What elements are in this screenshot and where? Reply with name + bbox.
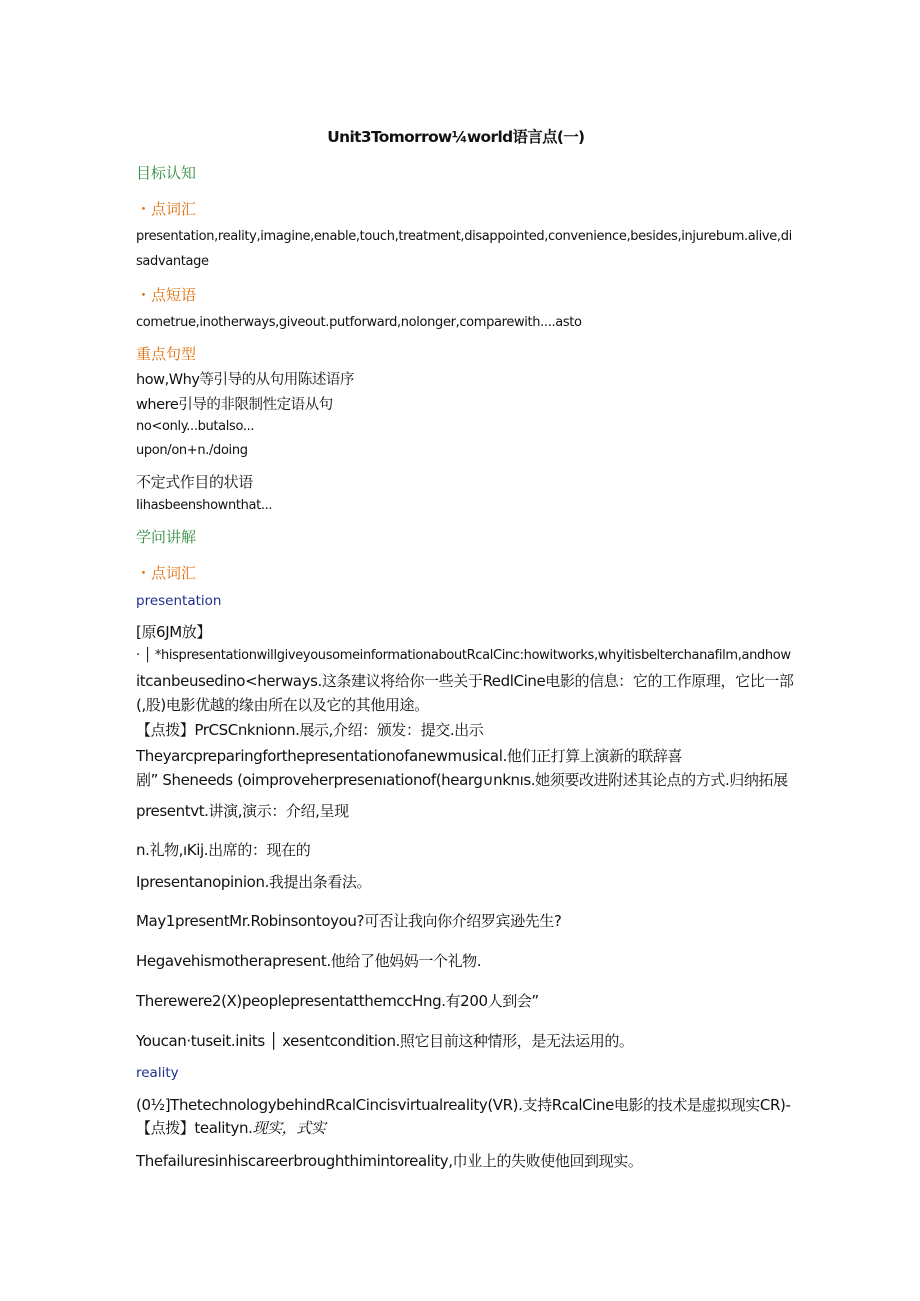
tip-line: 【点拨】PrCSCnknionn.展示,介绍：颁发：提交.出示 bbox=[136, 721, 484, 739]
page-title: Unit3Tomorrow¼world语言点(一) bbox=[327, 128, 585, 146]
example-line: (0½]ThetechnologybehindRcalCincisvirtualreality(VR).支持RcalCine电影的技术是虚拟现实CR)- bbox=[136, 1096, 791, 1114]
heading-vocab-explain: ・点词汇 bbox=[136, 564, 197, 582]
heading-phrases: ・点短语 bbox=[136, 286, 197, 304]
pattern-item: 不定式作目的状语 bbox=[136, 473, 253, 491]
phrases-list: cometrue,inotherways,giveout.putforward,nolonger,comparewith....asto bbox=[136, 315, 582, 330]
heading-goals: 目标认知 bbox=[136, 164, 197, 182]
definition-line: presentvt.讲演,演示：介绍,呈现 bbox=[136, 802, 349, 820]
example-line: May1presentMr.Robinsontoyou?可否让我向你介绍罗宾逊先生? bbox=[136, 912, 562, 930]
pattern-item: how,Why等引导的从句用陈述语序 bbox=[136, 372, 355, 388]
word-reality: reality bbox=[136, 1065, 179, 1081]
example-line: (,股)电影优越的缘由所在以及它的其他用途。 bbox=[136, 696, 429, 714]
heading-patterns: 重点句型 bbox=[136, 345, 197, 363]
vocab-list-line-2: sadvantage bbox=[136, 254, 209, 269]
word-presentation: presentation bbox=[136, 593, 222, 609]
tip-label: 【点拨】tealityn. bbox=[136, 1119, 253, 1137]
example-line: Hegavehismotherapresent.他给了他妈妈一个礼物. bbox=[136, 952, 482, 970]
heading-explain: 学问讲解 bbox=[136, 528, 197, 546]
example-line: Ipresentanopinion.我提出条看法。 bbox=[136, 873, 372, 891]
pattern-item: Iihasbeenshownthat... bbox=[136, 498, 273, 513]
vocab-list-line-1: presentation,reality,imagine,enable,touch,treatment,disappointed,convenience,besides,injurebum.alive,di bbox=[136, 229, 792, 244]
example-line: Thefailuresinhiscareerbroughthimintoreality,巾业上的失败使他回到现实。 bbox=[136, 1152, 643, 1170]
example-line: Theyarcpreparingforthepresentationofanewmusical.他们正打算上演新的联辞喜 bbox=[136, 747, 683, 765]
pattern-item: where引导的非限制性定语从句 bbox=[136, 397, 333, 413]
tip-line bbox=[136, 1117, 326, 1138]
pattern-item: upon/on+n./doing bbox=[136, 443, 248, 458]
example-line: itcanbeusedino<herways.这条建议将给你一些关于RedlCine电影的信息：它的工作原理，它比一部 bbox=[136, 672, 794, 690]
tip-meaning: 现实，式实 bbox=[252, 1119, 326, 1137]
definition-line: n.礼物,ıKij.出席的：现在的 bbox=[136, 841, 311, 859]
pattern-item: no<only...butalso... bbox=[136, 419, 255, 434]
example-line: · │ *hispresentationwillgiveyousomeinformationaboutRcalCinc:howitworks,whyitisbelterchanafilm,andhow bbox=[136, 648, 791, 663]
example-line: Youcan·tuseit.inits │ xesentcondition.照它目前这种情形，是无法运用的。 bbox=[136, 1032, 634, 1050]
example-line: 剧” Sheneeds (oimproveherpresenıationof(hearg∪nknıs.她须要改进附述其论点的方式.归纳拓展 bbox=[136, 771, 788, 789]
original-sentence-label: [原6JM放】 bbox=[136, 623, 211, 641]
heading-vocab: ・点词汇 bbox=[136, 200, 197, 218]
example-line: Therewere2(X)peoplepresentatthemccHng.有200人到会” bbox=[136, 992, 539, 1010]
